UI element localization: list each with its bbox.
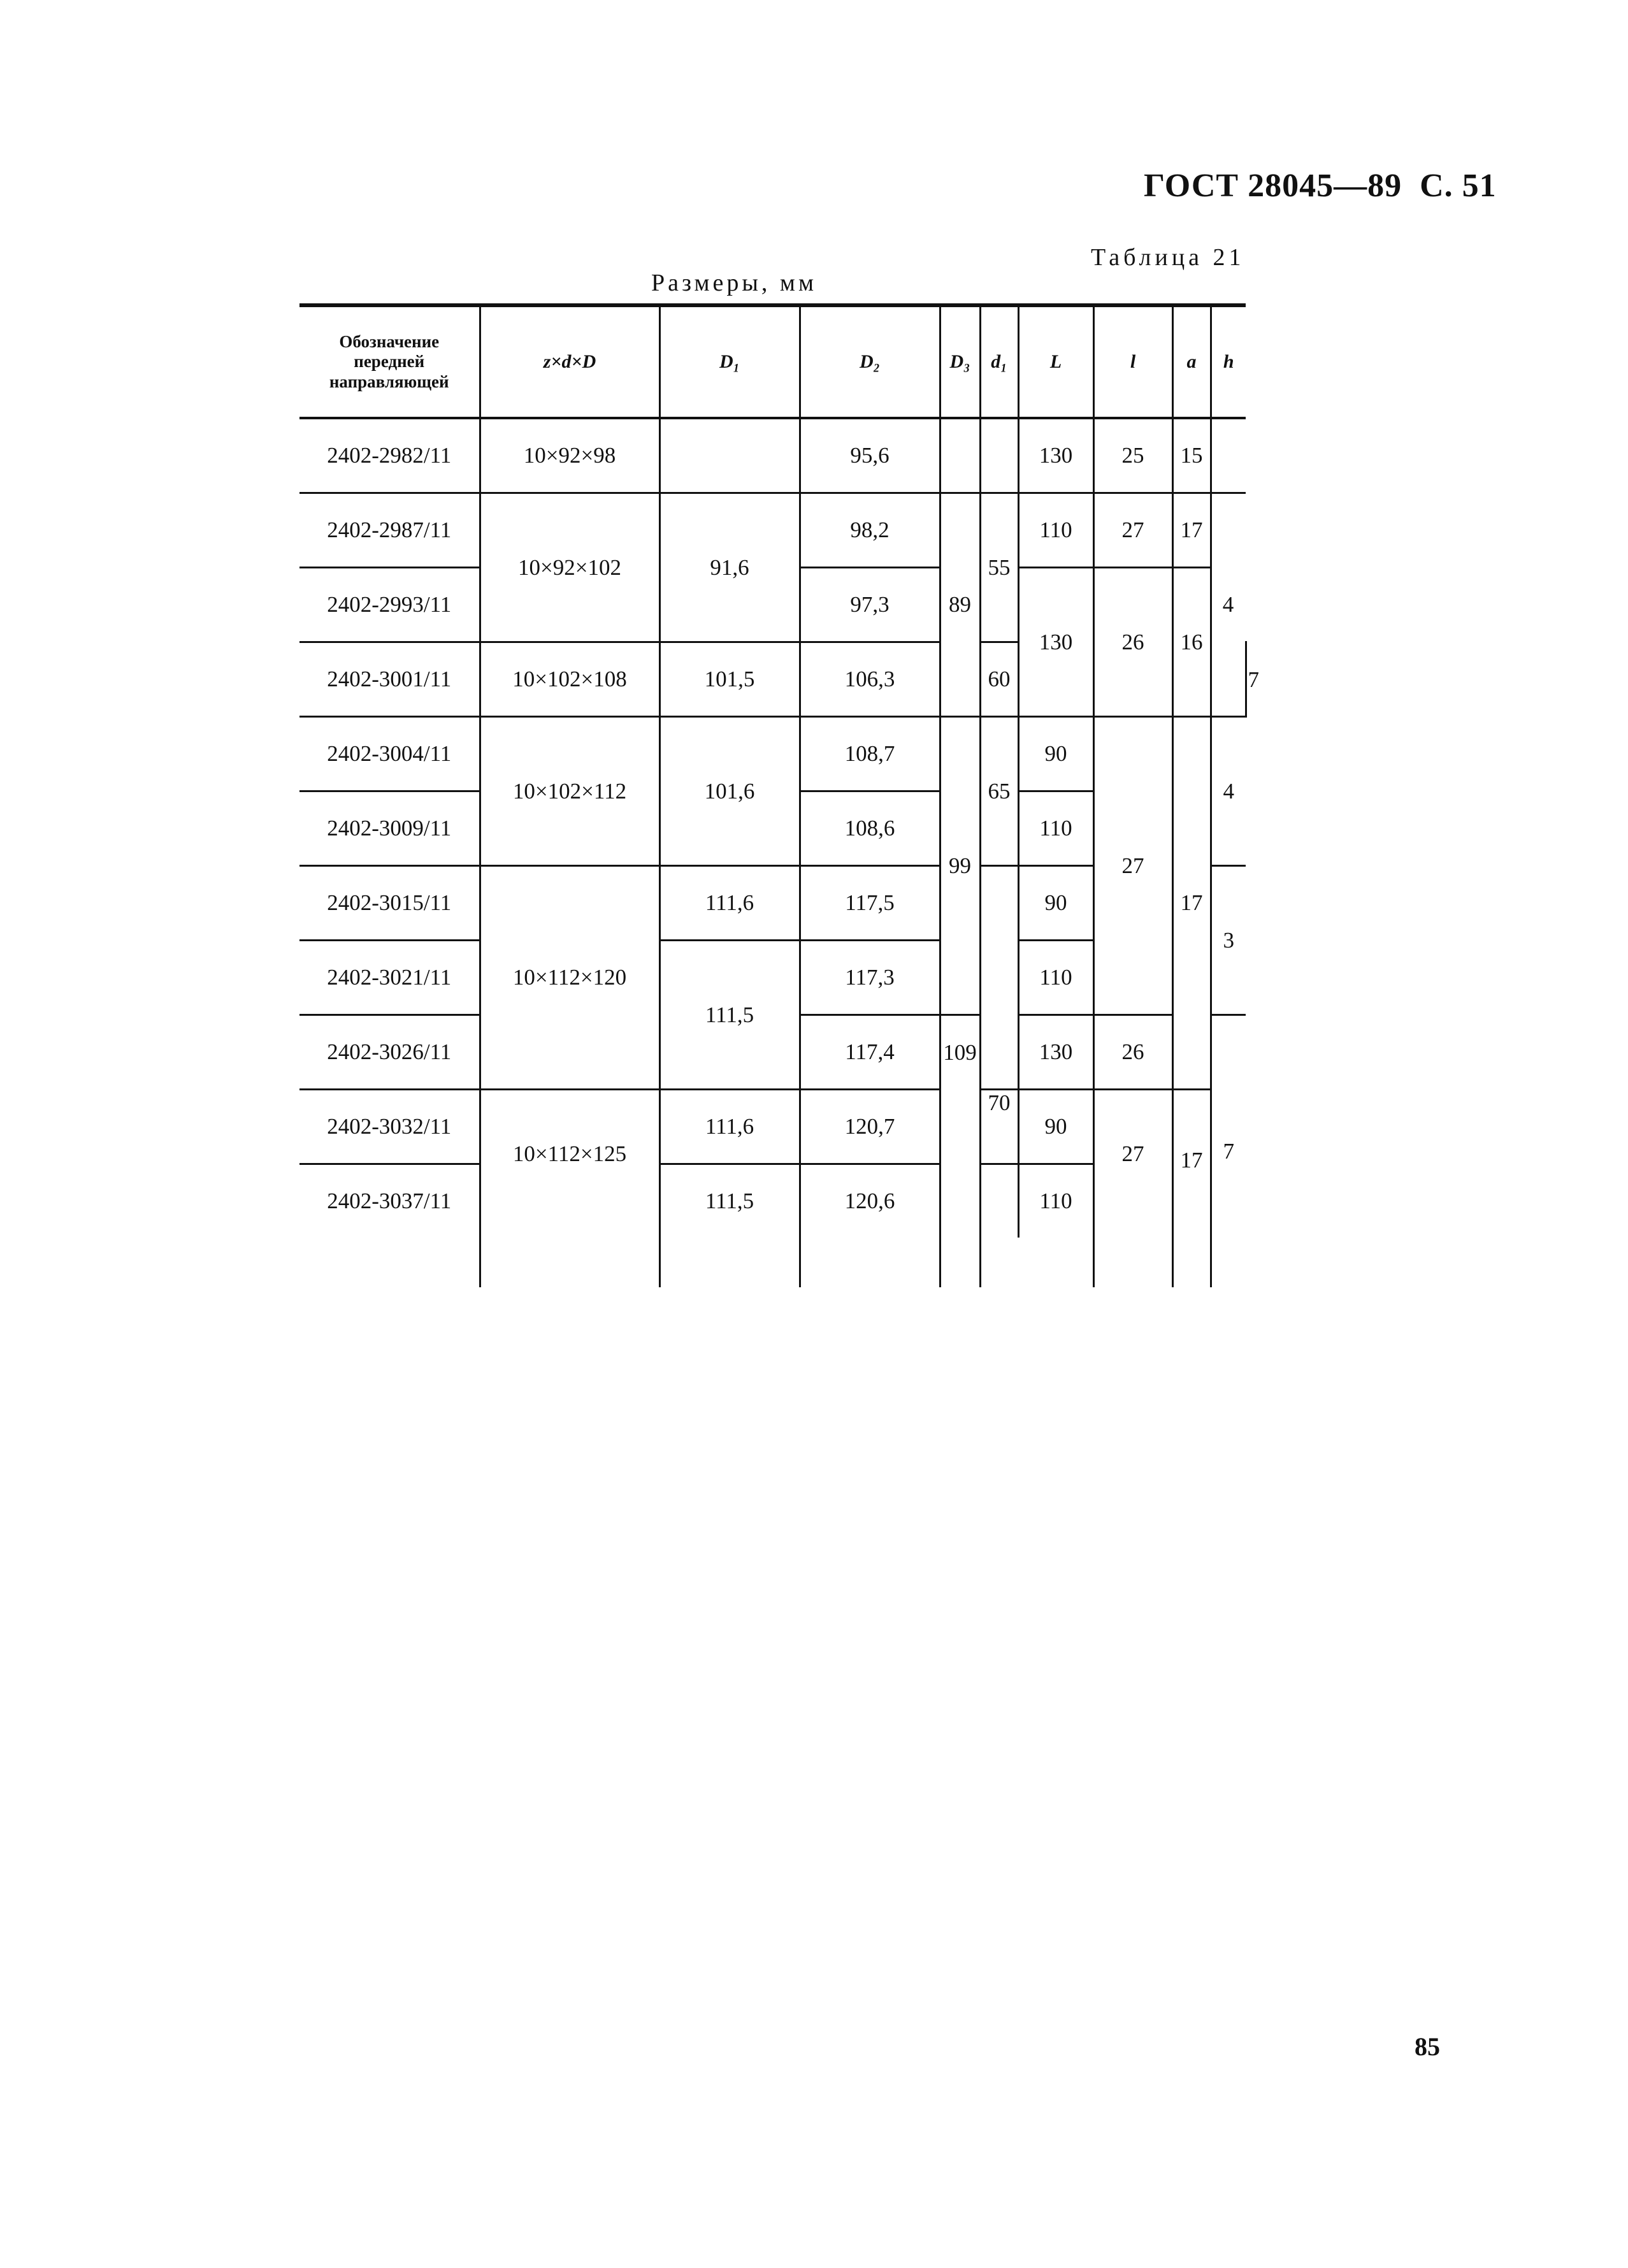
cell-D2: 95,6 bbox=[800, 418, 940, 493]
col-l: l bbox=[1093, 305, 1172, 418]
table-row bbox=[299, 493, 1246, 568]
cell-L: 90 bbox=[1018, 866, 1093, 941]
cell-h: 7 bbox=[1211, 1015, 1246, 1288]
col-designation: Обозначение передней направляющей bbox=[299, 305, 480, 418]
cell-D2: 98,2 bbox=[800, 493, 940, 568]
cell-l: 26 bbox=[1093, 1015, 1172, 1090]
cell-D1: 111,6 bbox=[659, 866, 800, 941]
cell-D2: 117,5 bbox=[800, 866, 940, 941]
cell-d1: 60 bbox=[980, 642, 1018, 717]
cell-zdD: 10×112×125 bbox=[480, 1090, 659, 1288]
cell-D1: 111,5 bbox=[659, 941, 800, 1090]
cell-a: 16 bbox=[1172, 568, 1211, 717]
cell-D1: 111,5 bbox=[659, 1164, 800, 1238]
cell-h bbox=[1211, 418, 1246, 493]
cell-L: 130 bbox=[1018, 1015, 1093, 1090]
cell-d1: 70 bbox=[980, 1090, 1018, 1164]
cell-D2: 120,6 bbox=[800, 1164, 940, 1238]
cell-D1 bbox=[659, 418, 800, 493]
cell-D3: 109 bbox=[940, 1015, 980, 1238]
cell-D1: 111,6 bbox=[659, 1090, 800, 1164]
col-zdD: z×d×D bbox=[480, 305, 659, 418]
cell-D1: 101,6 bbox=[659, 717, 800, 866]
table-row bbox=[299, 717, 1246, 791]
cell-zdD: 10×92×98 bbox=[480, 418, 659, 493]
page-number: 85 bbox=[1415, 2032, 1440, 2061]
cell-designation: 2402-3037/11 bbox=[299, 1164, 480, 1238]
cell-empty bbox=[800, 1238, 940, 1287]
cell-D1: 91,6 bbox=[659, 493, 800, 642]
cell-L: 110 bbox=[1018, 941, 1093, 1015]
cell-d1 bbox=[980, 866, 1018, 1090]
col-d1: d₁ bbox=[980, 305, 1018, 418]
cell-d1: 65 bbox=[980, 717, 1018, 866]
cell-D2: 108,6 bbox=[800, 791, 940, 866]
cell-designation: 2402-2987/11 bbox=[299, 493, 480, 568]
col-a: a bbox=[1172, 305, 1211, 418]
cell-d1: 55 bbox=[980, 493, 1018, 642]
cell-D2: 120,7 bbox=[800, 1090, 940, 1164]
cell-zdD: 10×92×102 bbox=[480, 493, 659, 642]
standard-number: ГОСТ 28045—89 bbox=[1144, 168, 1402, 204]
cell-l: 27 bbox=[1093, 717, 1172, 1015]
page-label: С. 51 bbox=[1420, 168, 1497, 204]
col-L: L bbox=[1018, 305, 1093, 418]
cell-D3: 89 bbox=[940, 493, 980, 717]
col-D2: D₂ bbox=[800, 305, 940, 418]
cell-a: 17 bbox=[1172, 493, 1211, 568]
cell-L: 90 bbox=[1018, 717, 1093, 791]
cell-D2: 106,3 bbox=[800, 642, 940, 717]
cell-a: 17 bbox=[1172, 717, 1211, 1090]
cell-empty bbox=[659, 1238, 800, 1287]
units-label: Размеры, мм bbox=[651, 270, 818, 296]
cell-L: 130 bbox=[1018, 568, 1093, 717]
cell-D3 bbox=[940, 418, 980, 493]
cell-L: 130 bbox=[1018, 418, 1093, 493]
dimensions-table bbox=[299, 303, 1259, 1287]
cell-L: 110 bbox=[1018, 1164, 1093, 1238]
cell-zdD: 10×112×120 bbox=[480, 866, 659, 1090]
cell-designation: 2402-3026/11 bbox=[299, 1015, 480, 1090]
cell-l: 27 bbox=[1093, 1090, 1172, 1288]
cell-D2: 117,3 bbox=[800, 941, 940, 1015]
cell-h: 3 bbox=[1211, 866, 1246, 1015]
cell-a: 15 bbox=[1172, 418, 1211, 493]
cell-zdD: 10×102×108 bbox=[480, 642, 659, 717]
cell-l: 25 bbox=[1093, 418, 1172, 493]
cell-D2: 97,3 bbox=[800, 568, 940, 642]
cell-empty bbox=[940, 1238, 980, 1287]
cell-designation: 2402-3021/11 bbox=[299, 941, 480, 1015]
cell-a: 17 bbox=[1172, 1090, 1211, 1288]
cell-h: 4 bbox=[1211, 717, 1246, 866]
col-D1: D₁ bbox=[659, 305, 800, 418]
cell-designation: 2402-2982/11 bbox=[299, 418, 480, 493]
cell-h: 4 bbox=[1211, 493, 1246, 717]
cell-D2: 108,7 bbox=[800, 717, 940, 791]
cell-empty bbox=[299, 1238, 480, 1287]
cell-designation: 2402-3015/11 bbox=[299, 866, 480, 941]
cell-L: 110 bbox=[1018, 791, 1093, 866]
col-D3: D₃ bbox=[940, 305, 980, 418]
cell-D3: 99 bbox=[940, 717, 980, 1015]
col-h: h bbox=[1211, 305, 1246, 418]
cell-designation: 2402-3001/11 bbox=[299, 642, 480, 717]
cell-L: 90 bbox=[1018, 1090, 1093, 1164]
cell-l: 27 bbox=[1093, 493, 1172, 568]
table-row bbox=[299, 418, 1246, 493]
cell-designation: 2402-3032/11 bbox=[299, 1090, 480, 1164]
header-row bbox=[299, 305, 1246, 418]
cell-d1 bbox=[980, 418, 1018, 493]
cell-d1 bbox=[980, 1164, 1018, 1288]
cell-designation: 2402-3004/11 bbox=[299, 717, 480, 791]
cell-D1: 101,5 bbox=[659, 642, 800, 717]
cell-D2: 117,4 bbox=[800, 1015, 940, 1090]
document-header bbox=[1144, 167, 1497, 205]
cell-L: 110 bbox=[1018, 493, 1093, 568]
table-label: Таблица 21 bbox=[1091, 244, 1245, 271]
cell-l: 26 bbox=[1093, 568, 1172, 717]
cell-zdD: 10×102×112 bbox=[480, 717, 659, 866]
table-row: 2402-3001/11 10×102×108 101,5 106,3 60 7 bbox=[299, 642, 1246, 717]
table-row bbox=[299, 1090, 1246, 1164]
cell-designation: 2402-2993/11 bbox=[299, 568, 480, 642]
cell-designation: 2402-3009/11 bbox=[299, 791, 480, 866]
